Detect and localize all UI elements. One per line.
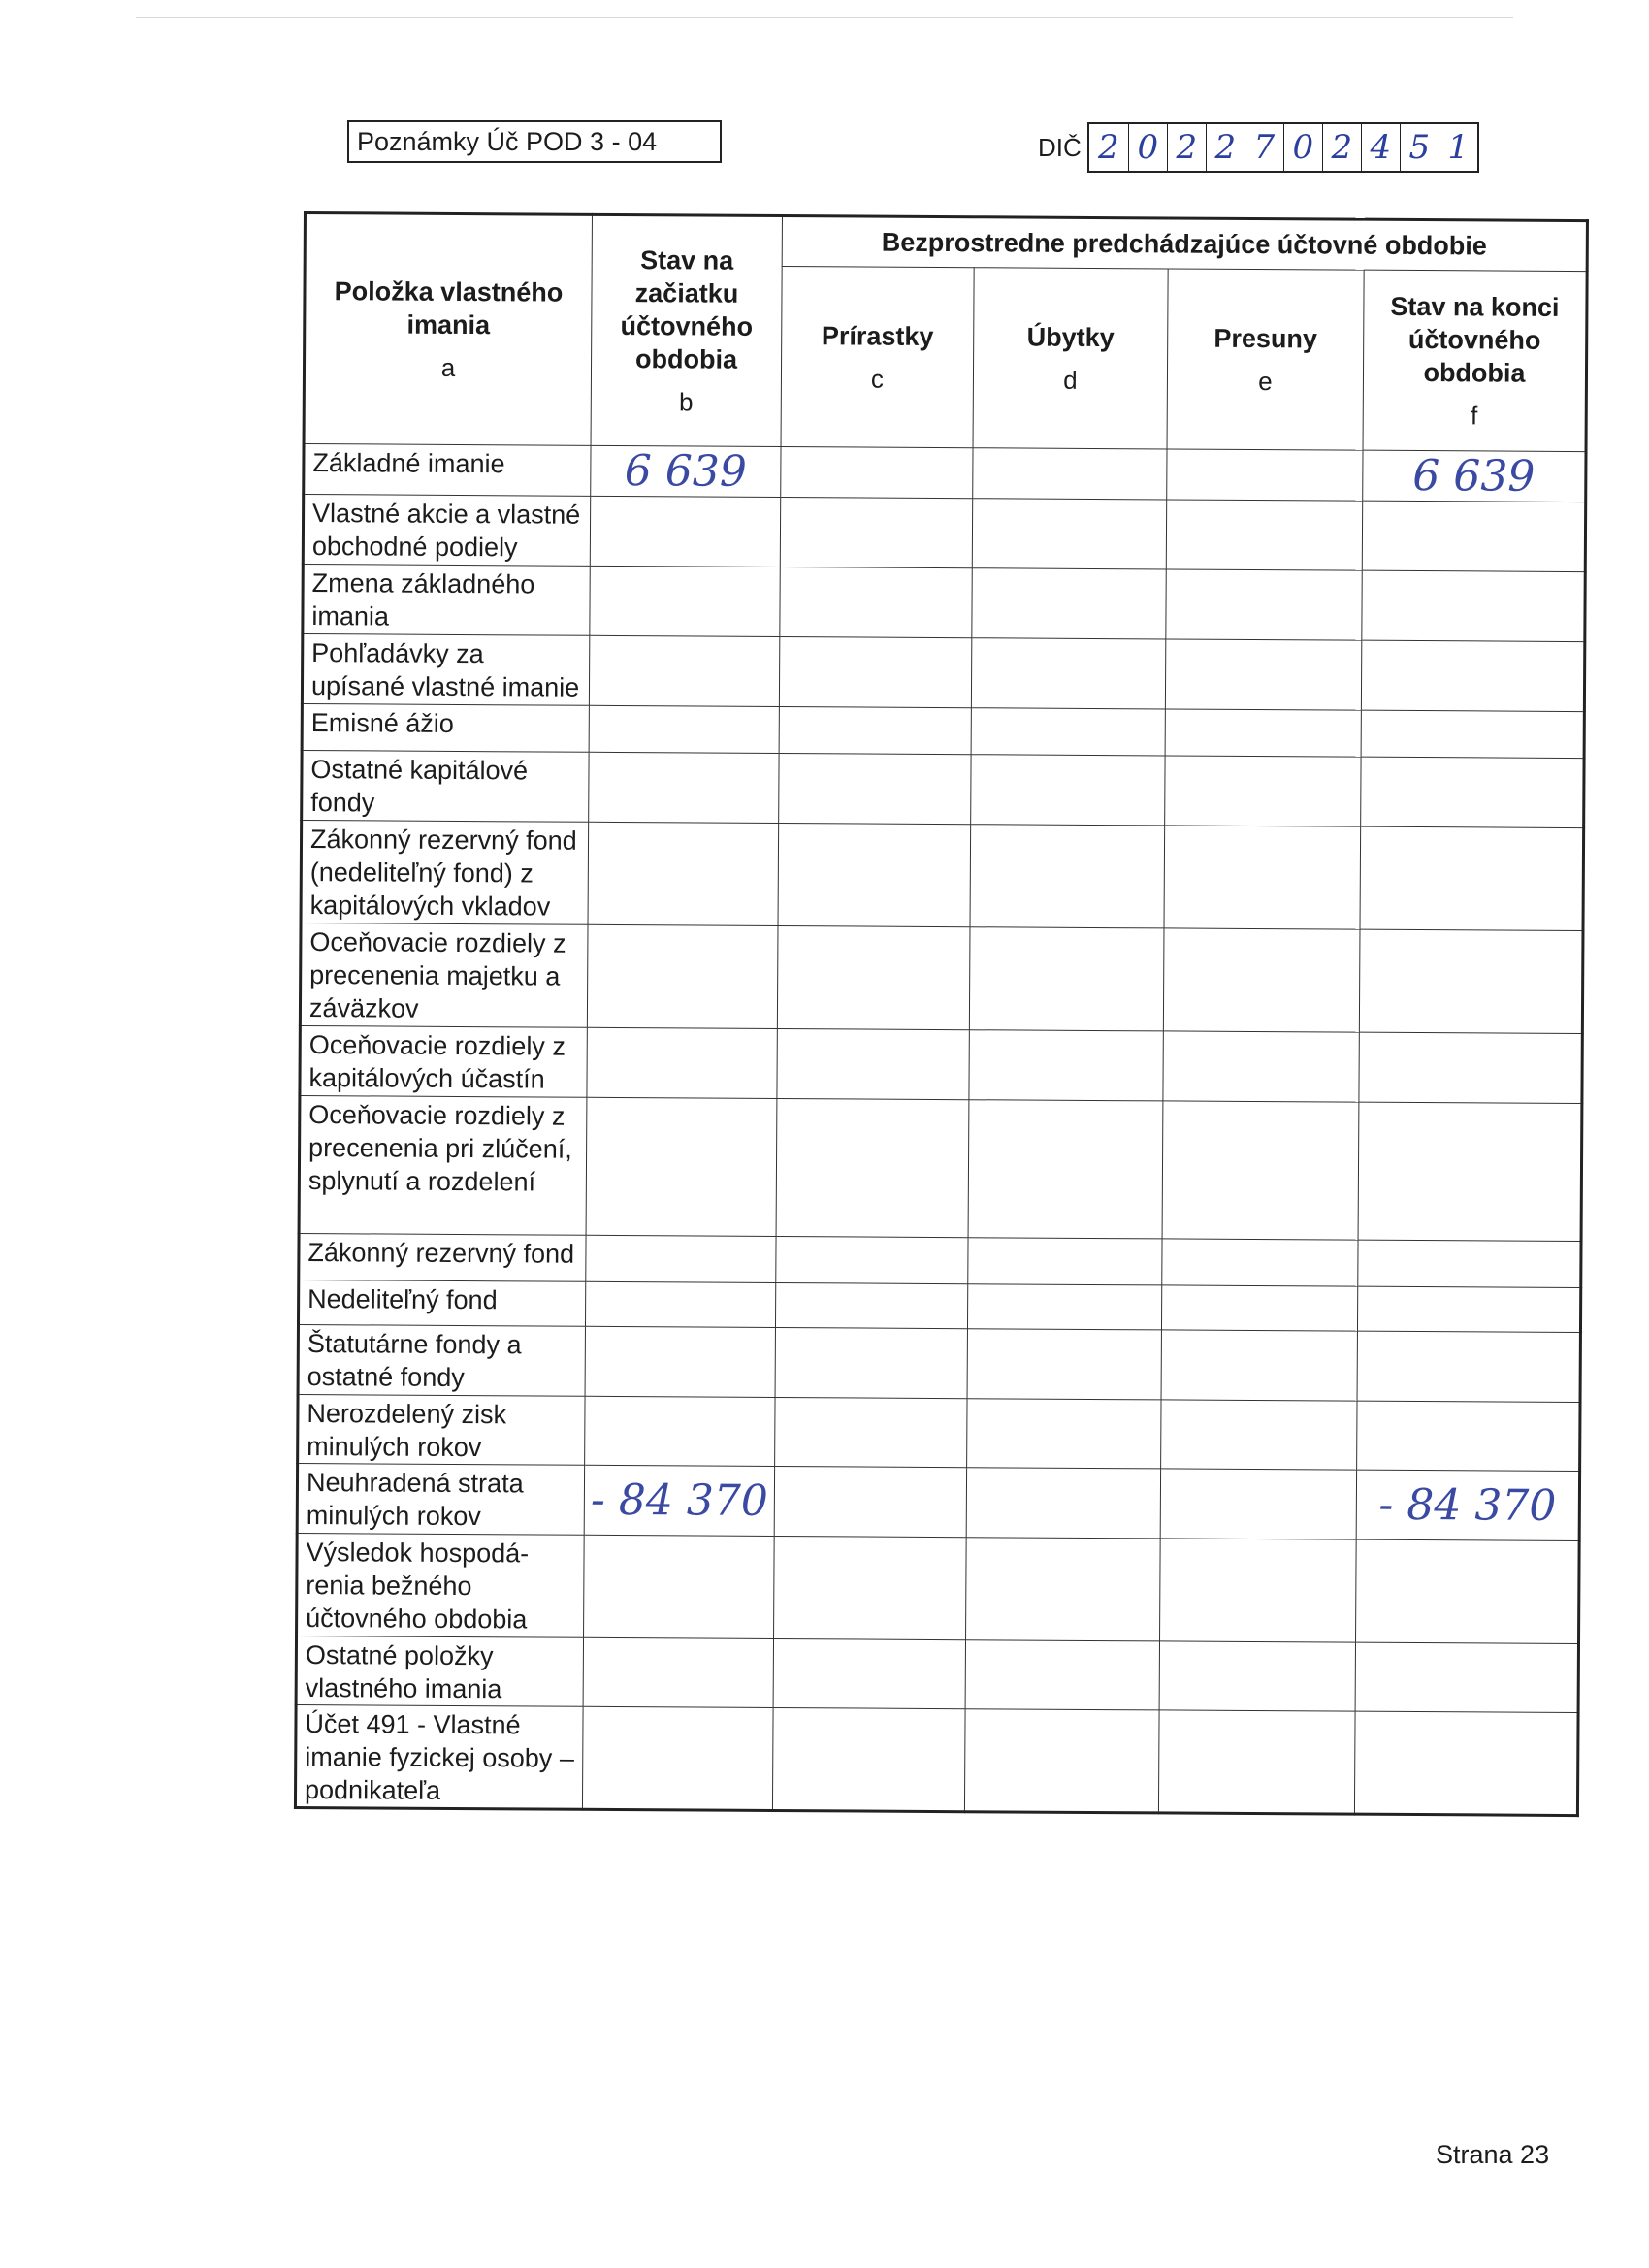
table-row [302, 750, 1584, 827]
row-label: Zákonný rezervný fond (nedeliteľný fond) z kapitálových vkladov [301, 820, 589, 924]
cell-f[interactable] [1361, 710, 1584, 758]
table-row [302, 703, 1584, 758]
row-label: Neuhradená strata minulých rokov [297, 1463, 584, 1535]
cell-f[interactable] [1362, 501, 1585, 571]
cell-f[interactable] [1354, 1711, 1578, 1815]
cell-f[interactable] [1356, 1539, 1580, 1643]
cell-b[interactable] [587, 1027, 777, 1098]
cell-c[interactable] [777, 926, 970, 1030]
cell-d[interactable] [967, 1399, 1161, 1469]
cell-b[interactable] [590, 566, 780, 636]
cell-e[interactable] [1166, 500, 1362, 570]
cell-e[interactable] [1164, 826, 1361, 929]
cell-e[interactable] [1166, 569, 1362, 640]
cell-e[interactable] [1162, 1101, 1359, 1240]
period-header: Bezprostredne predchádzajúce účtovné obdobie [782, 216, 1587, 272]
dic-digit[interactable]: 5 [1400, 124, 1439, 171]
cell-e[interactable] [1158, 1710, 1355, 1814]
cell-d[interactable] [967, 1329, 1161, 1400]
dic-boxes [1087, 122, 1479, 173]
cell-e[interactable] [1159, 1641, 1355, 1711]
cell-e[interactable] [1161, 1285, 1357, 1331]
cell-c[interactable] [774, 1536, 967, 1639]
cell-e[interactable] [1160, 1469, 1356, 1539]
dic-digit[interactable]: 4 [1361, 124, 1400, 171]
cell-d[interactable] [971, 755, 1165, 826]
cell-d[interactable] [969, 1030, 1163, 1101]
row-label: Zmena základného imania [303, 565, 590, 636]
cell-d[interactable] [972, 499, 1166, 569]
cell-b[interactable]: - 84 370 [584, 1465, 774, 1536]
row-label: Zákonný rezervný fond [299, 1233, 586, 1281]
table-row [303, 565, 1585, 642]
row-label: Oceňovacie rozdiely z precenenia pri zlúčení, splynutí a rozdelení [299, 1095, 587, 1235]
cell-d[interactable] [966, 1538, 1161, 1641]
dic-digit[interactable]: 2 [1167, 124, 1206, 171]
table-row [302, 634, 1584, 712]
cell-b[interactable] [585, 1396, 775, 1466]
cell-d[interactable] [972, 568, 1166, 639]
cell-e[interactable] [1163, 1031, 1359, 1102]
cell-f[interactable]: - 84 370 [1356, 1470, 1579, 1540]
cell-c[interactable] [773, 1638, 965, 1708]
cell-f[interactable] [1361, 757, 1584, 827]
form-id-box: Poznámky Úč POD 3 - 04 [347, 120, 722, 163]
col-header-f: Stav na konci účtovného obdobia f [1363, 270, 1587, 451]
cell-c[interactable] [775, 1282, 967, 1328]
row-label: Účet 491 - Vlastné imanie fyzickej osoby – podnikateľa [295, 1704, 583, 1809]
cell-d[interactable] [968, 1238, 1162, 1285]
cell-f[interactable] [1360, 826, 1584, 930]
table-row [300, 923, 1583, 1033]
row-label: Emisné ážio [302, 703, 589, 752]
cell-c[interactable] [776, 1236, 968, 1283]
dic-digit[interactable]: 2 [1322, 124, 1361, 171]
cell-c[interactable] [775, 1327, 967, 1398]
cell-f[interactable] [1358, 1240, 1581, 1287]
cell-b[interactable]: 6 639 [591, 445, 781, 497]
table-row [298, 1324, 1580, 1402]
row-label: Vlastné akcie a vlastné obchodné podiely [303, 495, 590, 567]
cell-d[interactable] [965, 1640, 1159, 1710]
cell-e[interactable] [1160, 1539, 1357, 1642]
table-row [298, 1394, 1580, 1471]
cell-d[interactable] [967, 1284, 1161, 1330]
cell-c[interactable] [778, 824, 971, 927]
cell-f[interactable] [1361, 640, 1584, 711]
cell-f[interactable] [1358, 1102, 1582, 1241]
scan-line [136, 17, 1513, 18]
row-label: Nerozdelený zisk minulých rokov [298, 1394, 585, 1465]
dic-field [1038, 122, 1479, 173]
cell-c[interactable] [779, 637, 971, 708]
dic-digit[interactable]: 0 [1128, 124, 1167, 171]
col-header-b: Stav na začiatku účtovného obdobia b [591, 214, 782, 446]
cell-f[interactable] [1362, 570, 1585, 641]
cell-d[interactable] [968, 1100, 1163, 1239]
cell-f[interactable] [1357, 1401, 1580, 1471]
cell-b[interactable] [589, 752, 779, 823]
table-row [296, 1636, 1578, 1712]
table-row [300, 1025, 1582, 1103]
cell-b[interactable] [585, 1281, 775, 1327]
cell-e[interactable] [1165, 709, 1361, 757]
table-row [297, 1533, 1580, 1643]
table-row [298, 1280, 1580, 1332]
col-header-d: Úbytky d [973, 268, 1168, 449]
table-row [297, 1463, 1579, 1540]
dic-digit[interactable]: 7 [1245, 124, 1283, 171]
row-label: Výsledok hospodá-renia bežného účtovného obdobia [297, 1533, 585, 1637]
row-label: Ostatné položky vlastného imania [296, 1636, 583, 1706]
cell-f[interactable] [1359, 929, 1583, 1033]
equity-table [294, 211, 1589, 1817]
cell-c[interactable] [779, 754, 971, 825]
cell-b[interactable] [589, 705, 779, 753]
row-label: Nedeliteľný fond [298, 1280, 585, 1326]
cell-e[interactable] [1161, 1400, 1357, 1470]
cell-d[interactable] [970, 825, 1165, 928]
row-label: Štatutárne fondy a ostatné fondy [298, 1324, 585, 1396]
col-header-a: Položka vlastného imania a [304, 213, 592, 446]
cell-f[interactable] [1359, 1032, 1582, 1103]
cell-b[interactable] [586, 1097, 777, 1236]
cell-e[interactable] [1161, 1330, 1357, 1401]
page-number: Strana 23 [1436, 2140, 1550, 2169]
table-row [303, 495, 1585, 572]
cell-b[interactable] [583, 1637, 773, 1707]
cell-e[interactable] [1163, 928, 1360, 1032]
dic-digit[interactable]: 2 [1206, 124, 1245, 171]
row-label: Ostatné kapitálové fondy [302, 750, 589, 822]
cell-b[interactable] [587, 924, 778, 1028]
row-label: Oceňovacie rozdiely z kapitálových účastín [300, 1025, 587, 1097]
cell-c[interactable] [780, 498, 972, 568]
cell-c[interactable] [775, 1397, 967, 1467]
cell-c[interactable] [781, 447, 973, 499]
cell-e[interactable] [1162, 1239, 1358, 1286]
cell-e[interactable] [1165, 756, 1361, 826]
dic-digit[interactable]: 1 [1439, 124, 1477, 171]
cell-f[interactable] [1355, 1642, 1578, 1712]
col-header-e: Presuny e [1167, 269, 1364, 450]
row-label: Základné imanie [304, 444, 591, 497]
row-label: Oceňovacie rozdiely z precenenia majetku a záväzkov [300, 923, 588, 1027]
cell-c[interactable] [777, 1028, 969, 1099]
cell-f[interactable] [1357, 1331, 1580, 1402]
cell-b[interactable] [582, 1706, 773, 1810]
table-row [301, 820, 1584, 930]
cell-e[interactable] [1165, 639, 1361, 710]
table-row [295, 1704, 1578, 1815]
table-row [299, 1233, 1581, 1287]
cell-d[interactable] [964, 1709, 1159, 1813]
cell-f[interactable] [1357, 1286, 1580, 1332]
cell-c[interactable] [776, 1098, 969, 1237]
cell-c[interactable] [780, 567, 972, 638]
cell-b[interactable] [589, 635, 779, 706]
table-row [299, 1095, 1582, 1241]
cell-b[interactable] [584, 1535, 775, 1638]
cell-b[interactable] [586, 1235, 776, 1282]
cell-c[interactable] [772, 1707, 965, 1811]
col-header-c: Prírastky c [781, 267, 974, 448]
cell-c[interactable] [774, 1466, 966, 1537]
cell-d[interactable] [971, 708, 1165, 756]
dic-digit[interactable]: 0 [1283, 124, 1322, 171]
row-label: Pohľadávky za upísané vlastné imanie [302, 634, 589, 706]
cell-d[interactable] [969, 927, 1164, 1031]
cell-d[interactable] [966, 1468, 1160, 1539]
cell-d[interactable] [973, 448, 1167, 500]
dic-digit[interactable]: 2 [1097, 128, 1119, 167]
cell-d[interactable] [971, 638, 1165, 709]
cell-f[interactable]: 6 639 [1363, 450, 1586, 502]
cell-e[interactable] [1167, 449, 1363, 501]
dic-label: DIČ [1038, 132, 1082, 162]
cell-c[interactable] [779, 707, 971, 755]
cell-b[interactable] [590, 496, 780, 567]
table-row [304, 444, 1586, 502]
cell-b[interactable] [585, 1326, 775, 1397]
cell-b[interactable] [588, 822, 779, 925]
